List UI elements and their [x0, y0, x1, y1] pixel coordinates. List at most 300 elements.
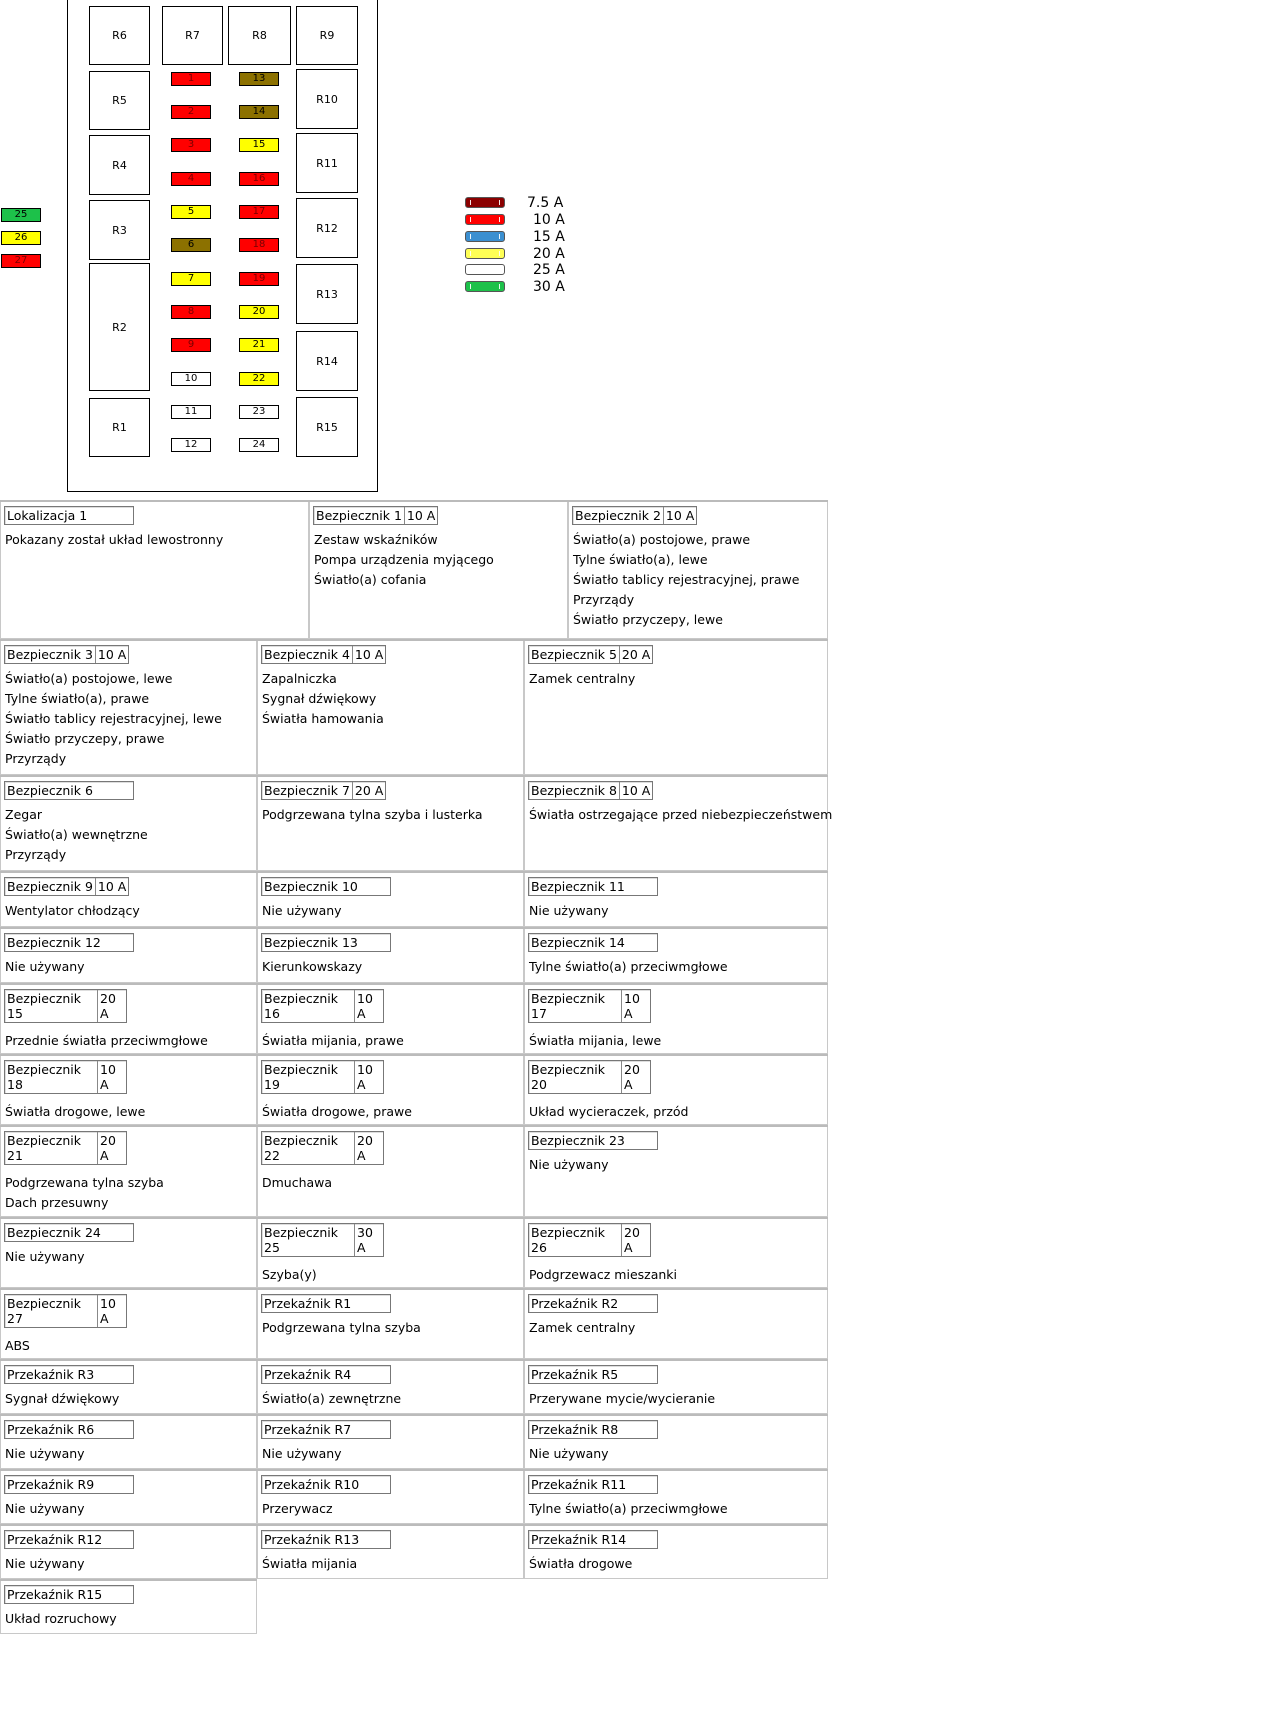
- circuit-item: Układ rozruchowy: [5, 1611, 117, 1626]
- circuit-item: Podgrzewacz mieszanki: [529, 1267, 677, 1282]
- cell-header: [4, 1475, 134, 1494]
- circuit-item: Światła mijania: [262, 1556, 358, 1571]
- component-name: Bezpiecznik 27: [5, 1295, 98, 1327]
- circuit-list: [529, 1265, 677, 1285]
- fuse-24: 24: [239, 438, 279, 452]
- table-row: [0, 1414, 828, 1469]
- circuit-item: Nie używany: [5, 959, 85, 974]
- cell-header: [4, 781, 134, 800]
- fuse-18: 18: [239, 238, 279, 252]
- table-cell: [257, 777, 524, 871]
- table-cell: [257, 641, 524, 775]
- circuit-list: [573, 530, 799, 630]
- fuse-19: 19: [239, 272, 279, 286]
- fuse-4: 4: [171, 172, 211, 186]
- legend-swatch-15a: [465, 231, 505, 242]
- cell-header: [4, 989, 127, 1023]
- component-name: Bezpiecznik 14: [531, 935, 625, 950]
- relay-r4: R4: [89, 135, 150, 195]
- table-cell: [0, 1219, 257, 1288]
- table-cell: [0, 1056, 257, 1125]
- fuse-20: 20: [239, 305, 279, 319]
- fuse-14: 14: [239, 105, 279, 119]
- component-name: Bezpiecznik 11: [531, 879, 625, 894]
- component-name: Bezpiecznik 1: [314, 507, 405, 524]
- table-cell: [0, 985, 257, 1054]
- circuit-item: Światło przyczepy, prawe: [5, 731, 165, 746]
- circuit-item: Nie używany: [529, 1446, 609, 1461]
- circuit-item: Dach przesuwny: [5, 1195, 109, 1210]
- legend-label-25a: 25 A: [533, 262, 565, 278]
- circuit-item: Układ wycieraczek, przód: [529, 1104, 689, 1119]
- cell-header: [528, 1060, 651, 1094]
- table-cell: [257, 1361, 524, 1414]
- circuit-item: Przednie światła przeciwmgłowe: [5, 1033, 208, 1048]
- component-name: Przekaźnik R12: [7, 1532, 103, 1547]
- table-cell: [524, 1290, 828, 1359]
- circuit-item: Zamek centralny: [529, 1320, 636, 1335]
- amperage-value: 10 A: [357, 991, 373, 1021]
- circuit-list: [529, 1389, 715, 1409]
- table-cell: [568, 502, 828, 639]
- component-name: Bezpiecznik 22: [262, 1132, 355, 1164]
- fuse-6: 6: [171, 238, 211, 252]
- fuse-11: 11: [171, 405, 211, 419]
- table-cell: [524, 985, 828, 1054]
- circuit-list: [5, 669, 222, 769]
- relay-r3: R3: [89, 200, 150, 260]
- circuit-list: [529, 1444, 609, 1464]
- cell-header: [4, 1131, 127, 1165]
- circuit-item: Nie używany: [5, 1249, 85, 1264]
- circuit-list: [262, 805, 483, 825]
- fuse-8: 8: [171, 305, 211, 319]
- relay-r14: R14: [296, 331, 358, 391]
- relay-r2: R2: [89, 263, 150, 391]
- circuit-list: [529, 957, 728, 977]
- table-cell: [257, 873, 524, 927]
- cell-header: [4, 1585, 134, 1604]
- component-name: Przekaźnik R3: [7, 1367, 95, 1382]
- circuit-item: Tylne światło(a) przeciwmgłowe: [529, 959, 728, 974]
- cell-header: [261, 645, 386, 664]
- component-name: Przekaźnik R15: [7, 1587, 103, 1602]
- relay-r1: R1: [89, 398, 150, 457]
- cell-header: [4, 645, 129, 664]
- circuit-item: Tylne światło(a), prawe: [5, 691, 150, 706]
- component-name: Przekaźnik R13: [264, 1532, 360, 1547]
- cell-header: [528, 781, 653, 800]
- component-name: Przekaźnik R9: [7, 1477, 95, 1492]
- table-row: [0, 1125, 828, 1217]
- component-name: Bezpiecznik 20: [529, 1061, 622, 1093]
- cell-header: [313, 506, 438, 525]
- amperage-value: 10 A: [665, 508, 695, 523]
- cell-header: [4, 1294, 127, 1328]
- cell-header: [261, 1365, 391, 1384]
- circuit-list: [262, 1031, 404, 1051]
- circuit-list: [262, 1499, 333, 1519]
- circuit-list: [529, 1155, 609, 1175]
- circuit-list: [5, 1102, 145, 1122]
- legend-swatch-25a: [465, 264, 505, 275]
- circuit-list: [529, 805, 832, 825]
- table-cell: [524, 873, 828, 927]
- component-name: Bezpiecznik 9: [5, 878, 96, 895]
- circuit-item: Przerywacz: [262, 1501, 333, 1516]
- table-cell: [0, 1127, 257, 1217]
- circuit-item: Przerywane mycie/wycieranie: [529, 1391, 716, 1406]
- circuit-item: Światło(a) zewnętrzne: [262, 1391, 402, 1406]
- fuse-27: 27: [1, 254, 41, 268]
- component-name: Bezpiecznik 10: [264, 879, 358, 894]
- amperage-value: 10 A: [621, 783, 651, 798]
- circuit-list: [529, 669, 635, 689]
- circuit-item: Światła mijania, prawe: [262, 1033, 404, 1048]
- fuse-17: 17: [239, 205, 279, 219]
- circuit-list: [314, 530, 494, 590]
- relay-r11: R11: [296, 133, 358, 193]
- component-name: Bezpiecznik 21: [5, 1132, 98, 1164]
- circuit-list: [529, 1102, 689, 1122]
- component-name: Przekaźnik R8: [531, 1422, 619, 1437]
- cell-header: [528, 877, 658, 896]
- amperage-value: 10 A: [624, 991, 640, 1021]
- cell-header: [4, 1365, 134, 1384]
- legend-label-15a: 15 A: [533, 229, 565, 245]
- component-name: Bezpiecznik 18: [5, 1061, 98, 1093]
- cell-header: [4, 506, 134, 525]
- circuit-item: Dmuchawa: [262, 1175, 333, 1190]
- circuit-item: Pokazany został układ lewostronny: [5, 532, 224, 547]
- circuit-list: [5, 1247, 85, 1267]
- circuit-list: [529, 1499, 728, 1519]
- circuit-item: Światła ostrzegające przed niebezpieczeństwem: [529, 807, 833, 822]
- table-cell: [0, 929, 257, 983]
- table-cell: [0, 502, 309, 639]
- table-row: [0, 927, 828, 983]
- amperage-value: 20 A: [624, 1062, 640, 1092]
- relay-r13: R13: [296, 264, 358, 324]
- circuit-item: Nie używany: [529, 903, 609, 918]
- circuit-item: Podgrzewana tylna szyba: [262, 1320, 421, 1335]
- cell-header: [261, 1530, 391, 1549]
- table-cell: [257, 1056, 524, 1125]
- cell-header: [528, 645, 653, 664]
- circuit-item: Wentylator chłodzący: [5, 903, 140, 918]
- circuit-item: Światło(a) cofania: [314, 572, 427, 587]
- circuit-list: [5, 530, 223, 550]
- table-row: [0, 1054, 828, 1125]
- amperage-value: 20 A: [621, 647, 651, 662]
- table-cell: [0, 1416, 257, 1469]
- cell-header: [261, 1420, 391, 1439]
- circuit-list: [529, 1031, 661, 1051]
- table-cell: [524, 1526, 828, 1579]
- circuit-list: [262, 1554, 357, 1574]
- circuit-item: Sygnał dźwiękowy: [5, 1391, 120, 1406]
- relay-r9: R9: [296, 6, 358, 65]
- amperage-value: 20 A: [357, 1133, 373, 1163]
- circuit-list: [5, 1336, 30, 1356]
- amperage-value: 10 A: [357, 1062, 373, 1092]
- relay-r5: R5: [89, 71, 150, 130]
- cell-header: [261, 877, 391, 896]
- table-row: [0, 1359, 828, 1414]
- circuit-list: [262, 1389, 401, 1409]
- circuit-list: [262, 669, 384, 729]
- circuit-item: Światło(a) wewnętrzne: [5, 827, 148, 842]
- circuit-item: Nie używany: [262, 1446, 342, 1461]
- amperage-value: 20 A: [100, 991, 116, 1021]
- fuse-22: 22: [239, 372, 279, 386]
- table-cell: [0, 777, 257, 871]
- circuit-item: Światło(a) postojowe, lewe: [5, 671, 173, 686]
- table-row: [0, 1579, 257, 1634]
- component-name: Bezpiecznik 5: [529, 646, 620, 663]
- circuit-list: [262, 1102, 412, 1122]
- table-row: [0, 500, 828, 639]
- circuit-item: Przyrządy: [5, 847, 67, 862]
- cell-header: [572, 506, 697, 525]
- component-name: Bezpiecznik 16: [262, 990, 355, 1022]
- fuse-12: 12: [171, 438, 211, 452]
- table-cell: [524, 929, 828, 983]
- table-cell: [257, 1219, 524, 1288]
- circuit-list: [5, 805, 148, 865]
- circuit-item: Światła drogowe, prawe: [262, 1104, 412, 1119]
- table-cell: [0, 1361, 257, 1414]
- circuit-item: Światło tablicy rejestracyjnej, prawe: [573, 572, 800, 587]
- circuit-list: [5, 1031, 208, 1051]
- cell-header: [4, 877, 129, 896]
- circuit-list: [5, 1389, 119, 1409]
- circuit-item: Tylne światło(a), lewe: [573, 552, 708, 567]
- fuse-7: 7: [171, 272, 211, 286]
- amperage-value: 20 A: [624, 1225, 640, 1255]
- amperage-value: 10 A: [406, 508, 436, 523]
- component-name: Bezpiecznik 3: [5, 646, 96, 663]
- cell-header: [261, 1294, 391, 1313]
- circuit-list: [5, 957, 85, 977]
- circuit-list: [5, 1609, 117, 1629]
- component-name: Bezpiecznik 23: [531, 1133, 625, 1148]
- circuit-item: Światła drogowe, lewe: [5, 1104, 146, 1119]
- circuit-item: Nie używany: [262, 903, 342, 918]
- circuit-item: Światła mijania, lewe: [529, 1033, 662, 1048]
- legend-swatch-30a: [465, 281, 505, 292]
- cell-header: [261, 989, 384, 1023]
- circuit-item: Światło przyczepy, lewe: [573, 612, 723, 627]
- component-name: Bezpiecznik 2: [573, 507, 664, 524]
- component-name: Przekaźnik R6: [7, 1422, 95, 1437]
- component-name: Przekaźnik R14: [531, 1532, 627, 1547]
- cell-header: [4, 1530, 134, 1549]
- circuit-item: Podgrzewana tylna szyba: [5, 1175, 164, 1190]
- component-name: Przekaźnik R1: [264, 1296, 352, 1311]
- circuit-item: Zestaw wskaźników: [314, 532, 438, 547]
- cell-header: [261, 781, 386, 800]
- legend-label-10a: 10 A: [533, 212, 565, 228]
- component-name: Przekaźnik R5: [531, 1367, 619, 1382]
- legend-label-30a: 30 A: [533, 279, 565, 295]
- component-name: Bezpiecznik 15: [5, 990, 98, 1022]
- component-name: Bezpiecznik 19: [262, 1061, 355, 1093]
- circuit-list: [529, 901, 609, 921]
- component-name: Bezpiecznik 24: [7, 1225, 101, 1240]
- circuit-list: [5, 1554, 85, 1574]
- component-name: Bezpiecznik 12: [7, 935, 101, 950]
- fuse-25: 25: [1, 208, 41, 222]
- table-cell: [524, 777, 833, 871]
- fuse-2: 2: [171, 105, 211, 119]
- cell-header: [4, 933, 134, 952]
- cell-header: [528, 1223, 651, 1257]
- table-row: [0, 1524, 828, 1579]
- component-name: Przekaźnik R4: [264, 1367, 352, 1382]
- table-cell: [257, 1127, 524, 1217]
- cell-header: [528, 989, 651, 1023]
- component-name: Bezpiecznik 4: [262, 646, 353, 663]
- cell-header: [528, 1131, 658, 1150]
- table-cell: [0, 1290, 257, 1359]
- component-name: Bezpiecznik 17: [529, 990, 622, 1022]
- circuit-item: Nie używany: [5, 1446, 85, 1461]
- legend-swatch-7-5a: [465, 197, 505, 208]
- cell-header: [528, 1294, 658, 1313]
- table-cell: [524, 1056, 828, 1125]
- table-cell: [0, 1581, 257, 1634]
- cell-header: [528, 1420, 658, 1439]
- circuit-list: [262, 901, 342, 921]
- circuit-list: [5, 901, 140, 921]
- amperage-value: 10 A: [97, 879, 127, 894]
- amperage-value: 20 A: [354, 783, 384, 798]
- relay-r10: R10: [296, 69, 358, 129]
- amperage-value: 20 A: [100, 1133, 116, 1163]
- circuit-item: Światła hamowania: [262, 711, 384, 726]
- fuse-26: 26: [1, 231, 41, 245]
- circuit-item: Światło tablicy rejestracyjnej, lewe: [5, 711, 222, 726]
- circuit-item: ABS: [5, 1338, 30, 1353]
- component-name: Bezpiecznik 6: [7, 783, 93, 798]
- fuse-21: 21: [239, 338, 279, 352]
- legend-swatch-10a: [465, 214, 505, 225]
- table-cell: [524, 1361, 828, 1414]
- table-cell: [0, 1526, 257, 1579]
- fuse-13: 13: [239, 72, 279, 86]
- circuit-list: [262, 957, 362, 977]
- table-row: [0, 775, 833, 871]
- table-cell: [257, 929, 524, 983]
- circuit-item: Sygnał dźwiękowy: [262, 691, 377, 706]
- component-name: Bezpiecznik 8: [529, 782, 620, 799]
- circuit-item: Pompa urządzenia myjącego: [314, 552, 494, 567]
- circuit-list: [262, 1444, 342, 1464]
- component-name: Bezpiecznik 7: [262, 782, 353, 799]
- amperage-value: 10 A: [354, 647, 384, 662]
- table-row: [0, 983, 828, 1054]
- table-cell: [524, 1471, 828, 1524]
- table-cell: [257, 985, 524, 1054]
- relay-r8: R8: [228, 6, 291, 65]
- component-name: Lokalizacja 1: [7, 508, 88, 523]
- fuse-23: 23: [239, 405, 279, 419]
- table-row: [0, 1217, 828, 1288]
- fuse-3: 3: [171, 138, 211, 152]
- circuit-item: Szyba(y): [262, 1267, 317, 1282]
- circuit-list: [262, 1265, 317, 1285]
- circuit-item: Nie używany: [5, 1501, 85, 1516]
- cell-header: [4, 1420, 134, 1439]
- fuse-1: 1: [171, 72, 211, 86]
- cell-header: [261, 1060, 384, 1094]
- table-cell: [257, 1526, 524, 1579]
- table-row: [0, 871, 828, 927]
- circuit-item: Zegar: [5, 807, 42, 822]
- cell-header: [261, 1223, 384, 1257]
- relay-r12: R12: [296, 198, 358, 258]
- component-name: Przekaźnik R2: [531, 1296, 619, 1311]
- circuit-item: Zamek centralny: [529, 671, 636, 686]
- circuit-item: Kierunkowskazy: [262, 959, 363, 974]
- cell-header: [528, 1365, 658, 1384]
- fuse-5: 5: [171, 205, 211, 219]
- table-cell: [0, 1471, 257, 1524]
- cell-header: [261, 1131, 384, 1165]
- table-row: [0, 639, 828, 775]
- circuit-list: [262, 1173, 332, 1193]
- circuit-list: [5, 1173, 164, 1213]
- fuse-9: 9: [171, 338, 211, 352]
- cell-header: [4, 1223, 134, 1242]
- table-row: [0, 1469, 828, 1524]
- component-name: Przekaźnik R11: [531, 1477, 627, 1492]
- fuse-10: 10: [171, 372, 211, 386]
- table-cell: [0, 873, 257, 927]
- table-cell: [257, 1290, 524, 1359]
- circuit-item: Tylne światło(a) przeciwmgłowe: [529, 1501, 728, 1516]
- fuse-box-diagram: [0, 0, 830, 500]
- circuit-item: Przyrządy: [5, 751, 67, 766]
- cell-header: [4, 1060, 127, 1094]
- circuit-item: Nie używany: [5, 1556, 85, 1571]
- table-cell: [524, 1416, 828, 1469]
- table-cell: [0, 641, 257, 775]
- table-row: [0, 1288, 828, 1359]
- amperage-value: 30 A: [357, 1225, 373, 1255]
- legend-label-7-5a: 7.5 A: [527, 195, 564, 211]
- fuse-16: 16: [239, 172, 279, 186]
- amperage-value: 10 A: [100, 1296, 116, 1326]
- component-name: Bezpiecznik 25: [262, 1224, 355, 1256]
- cell-header: [261, 1475, 391, 1494]
- table-cell: [524, 1219, 828, 1288]
- circuit-item: Zapalniczka: [262, 671, 337, 686]
- table-cell: [309, 502, 568, 639]
- amperage-value: 10 A: [100, 1062, 116, 1092]
- circuit-list: [529, 1554, 632, 1574]
- circuit-item: Światło(a) postojowe, prawe: [573, 532, 751, 547]
- table-cell: [524, 1127, 828, 1217]
- table-cell: [257, 1471, 524, 1524]
- cell-header: [528, 933, 658, 952]
- circuit-item: Podgrzewana tylna szyba i lusterka: [262, 807, 483, 822]
- cell-header: [528, 1475, 658, 1494]
- legend-swatch-20a: [465, 248, 505, 259]
- legend-label-20a: 20 A: [533, 246, 565, 262]
- circuit-list: [529, 1318, 635, 1338]
